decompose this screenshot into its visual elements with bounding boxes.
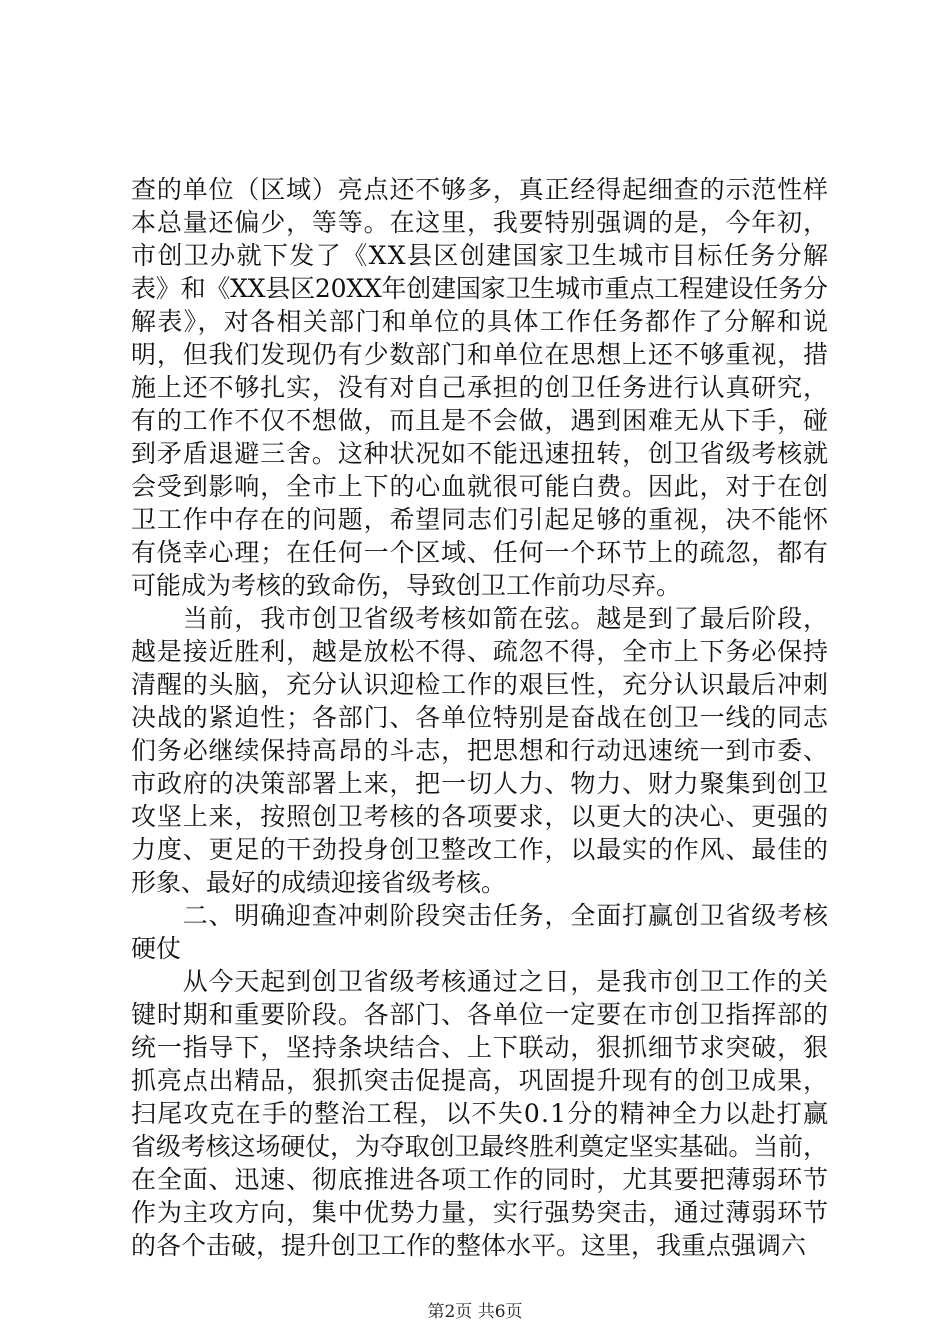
- section-heading-line: 硬仗: [131, 934, 182, 963]
- page-number-footer: 第2页 共6页: [427, 1302, 523, 1322]
- text-line: 到矛盾退避三舍。这种状况如不能迅速扭转，创卫省级考核就: [131, 439, 829, 468]
- text-line: 的各个击破，提升创卫工作的整体水平。这里，我重点强调六: [131, 1231, 807, 1260]
- text-line: 查的单位（区域）亮点还不够多，真正经得起细查的示范性样: [131, 175, 829, 204]
- text-line: 清醒的头脑，充分认识迎检工作的艰巨性，充分认识最后冲刺: [131, 670, 829, 699]
- text-line: 们务必继续保持高昂的斗志，把思想和行动迅速统一到市委、: [131, 736, 829, 765]
- text-line: 越是接近胜利，越是放松不得、疏忽不得，全市上下务必保持: [131, 637, 829, 666]
- text-line: 形象、最好的成绩迎接省级考核。: [131, 868, 507, 897]
- text-line: 扫尾攻克在手的整治工程，以不失0.1分的精神全力以赴打赢: [131, 1099, 830, 1128]
- text-line: 在全面、迅速、彻底推进各项工作的同时，尤其要把薄弱环节: [131, 1165, 829, 1194]
- text-line: 解表》，对各相关部门和单位的具体工作任务都作了分解和说: [131, 307, 830, 336]
- text-line: 攻坚上来，按照创卫考核的各项要求，以更大的决心、更强的: [131, 802, 829, 831]
- text-line: 统一指导下，坚持条块结合、上下联动，狠抓细节求突破，狠: [131, 1033, 829, 1062]
- text-line: 键时期和重要阶段。各部门、各单位一定要在市创卫指挥部的: [131, 1000, 829, 1029]
- text-line: 明，但我们发现仍有少数部门和单位在思想上还不够重视，措: [131, 340, 829, 369]
- text-line: 有的工作不仅不想做，而且是不会做，遇到困难无从下手，碰: [131, 406, 829, 435]
- text-line: 决战的紧迫性；各部门、各单位特别是奋战在创卫一线的同志: [131, 703, 829, 732]
- text-line: 会受到影响，全市上下的心血就很可能白费。因此，对于在创: [131, 472, 829, 501]
- text-line: 市政府的决策部署上来，把一切人力、物力、财力聚集到创卫: [131, 769, 829, 798]
- text-line: 省级考核这场硬仗，为夺取创卫最终胜利奠定坚实基础。当前，: [131, 1132, 828, 1161]
- text-line: 有侥幸心理；在任何一个区域、任何一个环节上的疏忽，都有: [131, 538, 829, 567]
- text-line: 卫工作中存在的问题，希望同志们引起足够的重视，决不能怀: [131, 505, 829, 534]
- text-line: 作为主攻方向，集中优势力量，实行强势突击，通过薄弱环节: [131, 1198, 829, 1227]
- text-line: 当前，我市创卫省级考核如箭在弦。越是到了最后阶段，: [131, 604, 829, 633]
- section-heading-line: 二、明确迎查冲刺阶段突击任务，全面打赢创卫省级考核: [131, 901, 829, 930]
- text-line: 可能成为考核的致命伤，导致创卫工作前功尽弃。: [131, 571, 682, 600]
- text-line: 施上还不够扎实，没有对自己承担的创卫任务进行认真研究，: [131, 373, 829, 402]
- text-line: 市创卫办就下发了《XX县区创建国家卫生城市目标任务分解: [131, 241, 830, 270]
- text-line: 本总量还偏少，等等。在这里，我要特别强调的是，今年初，: [131, 208, 829, 237]
- text-line: 力度、更足的干劲投身创卫整改工作，以最实的作风、最佳的: [131, 835, 829, 864]
- text-line: 抓亮点出精品，狠抓突击促提高，巩固提升现有的创卫成果，: [131, 1066, 829, 1095]
- text-line: 表》和《XX县区20XX年创建国家卫生城市重点工程建设任务分: [131, 274, 828, 303]
- text-line: 从今天起到创卫省级考核通过之日，是我市创卫工作的关: [131, 967, 829, 996]
